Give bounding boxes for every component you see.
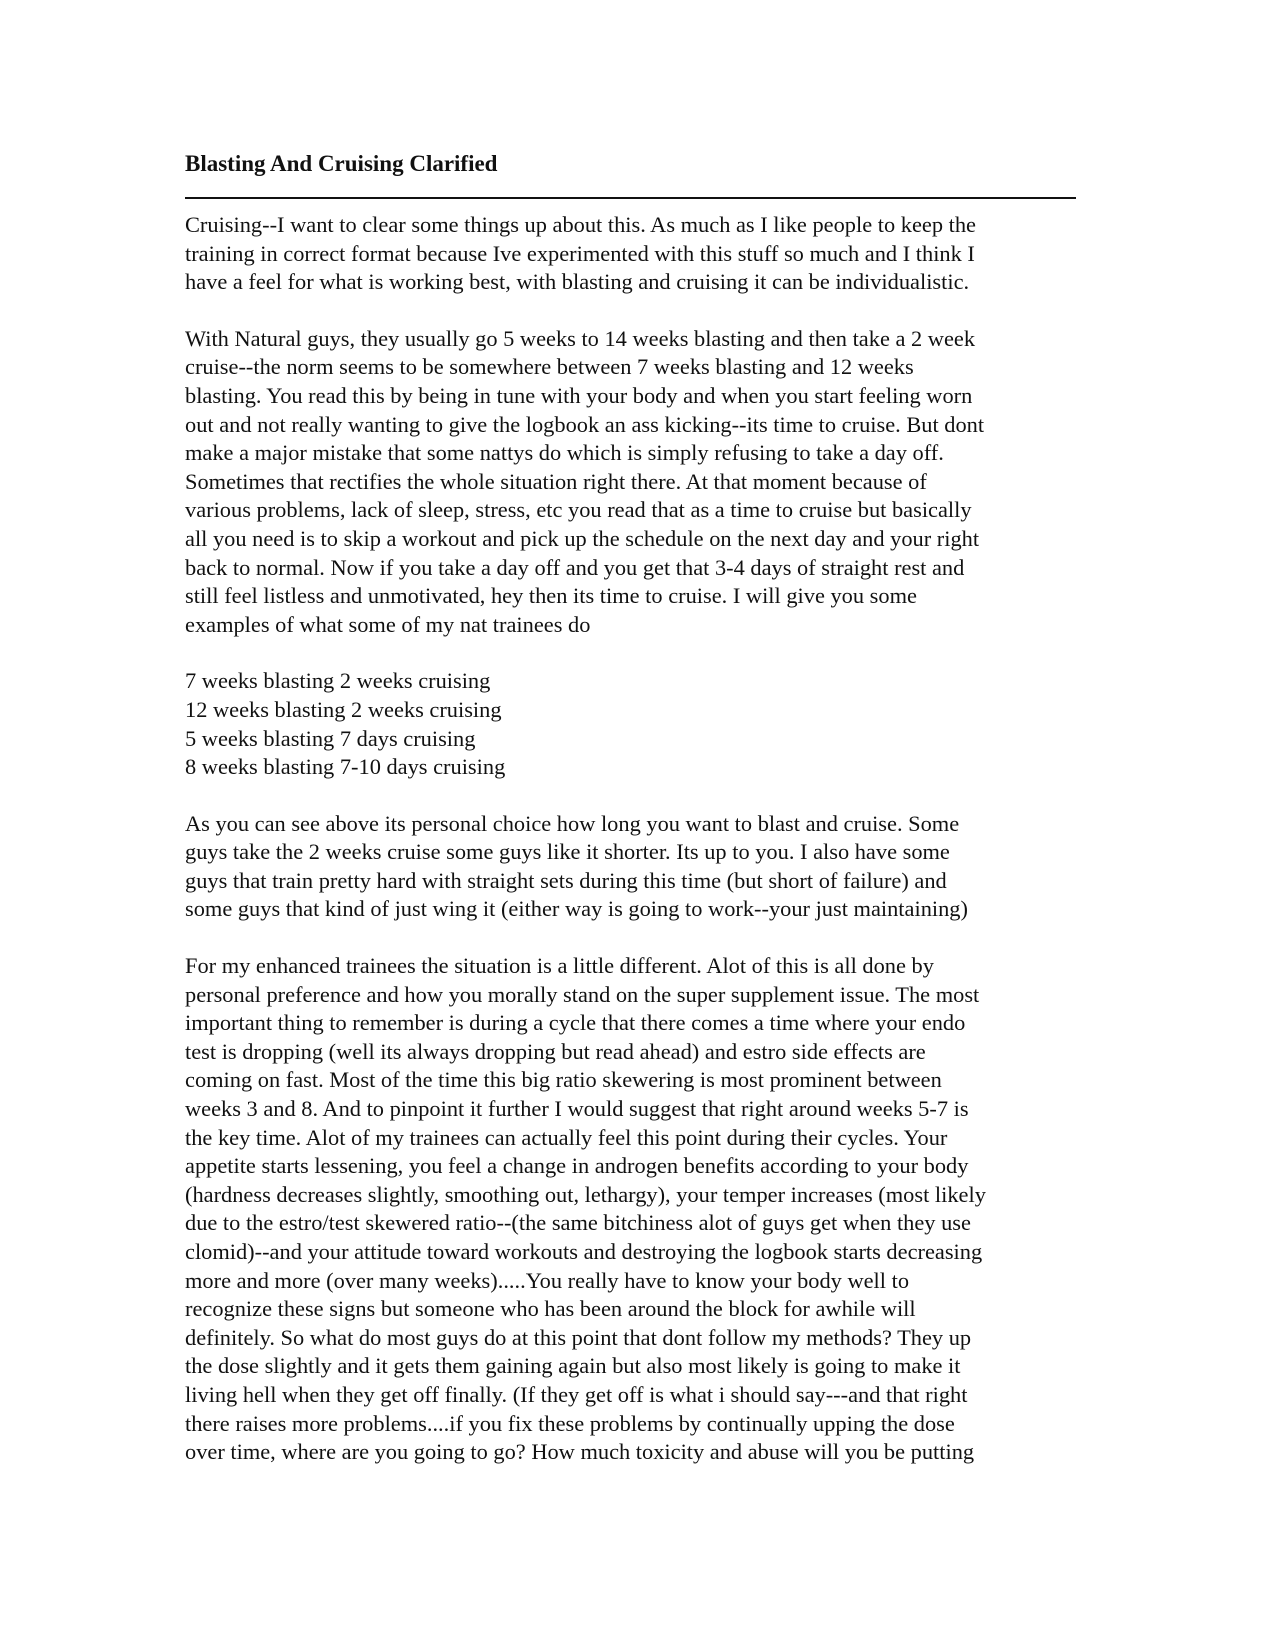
paragraph-natural-guys: With Natural guys, they usually go 5 weeks to 14 weeks blasting and then take a 2 week cruise--the norm seems to be somewhere between 7 weeks blasting and 12 weeks blasting. You read this by being in tune with your body and when you start feeling worn out and not really wanting to give the logbook an ass kicking--its time to cruise. But dont make a major mistake that some nattys do which is simply refusing to take a day off. Sometimes that rectifies the whole situation right there. At that moment because of various problems, lack of sleep, stress, etc you read that as a time to cruise but basically all you need is to skip a workout and pick up the schedule on the next day and your right back to normal. Now if you take a day off and you get that 3-4 days of straight rest and still feel listless and unmotivated, hey then its time to cruise. I will give you some examples of what some of my nat trainees do (185, 325, 985, 637)
paragraph-intro: Cruising--I want to clear some things up about this. As much as I like people to keep the training in correct format because Ive experimented with this stuff so much and I think I have a feel for what is working best, with blasting and cruising it can be individualistic. (185, 212, 976, 295)
list-item: 7 weeks blasting 2 weeks cruising (185, 668, 491, 694)
list-item: 5 weeks blasting 7 days cruising (185, 725, 476, 751)
paragraph-enhanced-trainees: For my enhanced trainees the situation is a little different. Alot of this is all done by personal preference and how you morally stand on the super supplement issue. The most important thing to remember is during a cycle that there comes a time where your endo test is dropping (well its always dropping but read ahead) and estro side effects are coming on fast. Most of the time this big ratio skewering is most prominent between weeks 3 and 8. And to pinpoint it further I would suggest that right around weeks 5-7 is the key time. Alot of my trainees can actually feel this point during their cycles. Your appetite starts lessening, you feel a change in androgen benefits according to your body (hardness decreases slightly, smoothing out, lethargy), your temper increases (most likely due to the estro/test skewered ratio--(the same bitchiness alot of guys get when they use clomid)--and your attitude toward workouts and destroying the logbook starts decreasing more and more (over many weeks).....You really have to know your body well to recognize these signs but someone who has been around the block for awhile will definitely. So what do most guys do at this point that dont follow my methods? They up the dose slightly and it gets them gaining again but also most likely is going to make it living hell when they get off finally. (If they get off is what i should say---and that right there raises more problems....if you fix these problems by continually upping the dose over time, where are you going to go? How much toxicity and abuse will you be putting (185, 953, 986, 1465)
document-title: Blasting And Cruising Clarified (185, 151, 498, 176)
title-divider (185, 197, 1076, 199)
paragraph-personal-choice: As you can see above its personal choice how long you want to blast and cruise. Some guys take the 2 weeks cruise some guys like it shorter. Its up to you. I also have some guys that train pretty hard with straight sets during this time (but short of failure) and some guys that kind of just wing it (either way is going to work--your just maintaining) (185, 810, 968, 922)
examples-list (185, 667, 1085, 781)
list-item: 12 weeks blasting 2 weeks cruising (185, 696, 502, 722)
list-item: 8 weeks blasting 7-10 days cruising (185, 754, 506, 780)
document-page (185, 140, 1085, 1495)
